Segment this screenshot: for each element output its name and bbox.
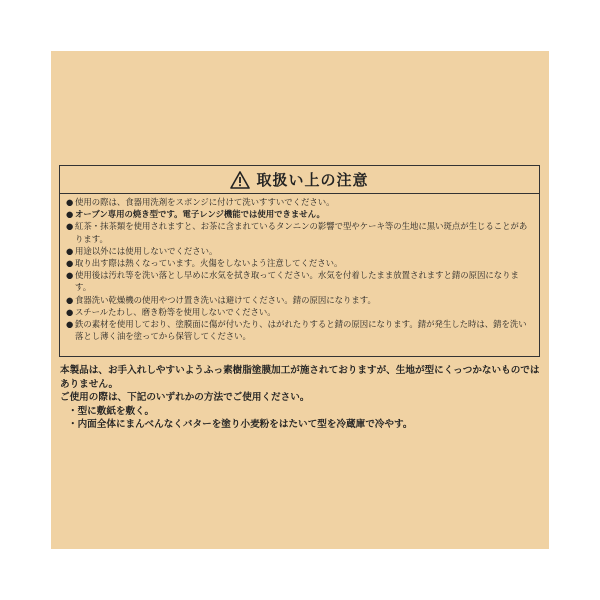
- caution-item: [66, 318, 533, 342]
- caution-title: 取扱い上の注意: [256, 171, 369, 189]
- caution-item-text: 使用後は汚れ等を洗い落とし早めに水気を拭き取ってください。水気を付着したまま放置されますと錆の原因になります。: [75, 270, 519, 293]
- bullet-icon: ●: [66, 319, 74, 330]
- caution-item: [66, 269, 533, 293]
- bullet-icon: ●: [66, 209, 74, 220]
- bullet-icon: ●: [66, 221, 74, 232]
- caution-header: [60, 166, 539, 194]
- bullet-icon: ●: [66, 306, 74, 317]
- caution-item: [66, 245, 533, 257]
- bullet-icon: ●: [66, 294, 74, 305]
- usage-notes: [60, 364, 540, 432]
- caution-item: [66, 257, 533, 269]
- notes-intro: 本製品は、お手入れしやすいようふっ素樹脂塗膜加工が施されておりますが、生地が型にくっつかないものではありません。: [60, 365, 540, 390]
- caution-item: [66, 208, 533, 220]
- caution-box: [59, 165, 540, 357]
- caution-item: [66, 306, 533, 318]
- caution-item-text: 取り出す際は熱くなっています。火傷をしないよう注意してください。: [75, 258, 343, 269]
- caution-list: [66, 196, 533, 342]
- caution-item-text: 鉄の素材を使用しており、塗膜面に傷が付いたり、はがれたりすると錆の原因になります。錆が発生した時は、錆を洗い落とし薄く油を塗ってから保管してください。: [75, 319, 527, 342]
- bullet-icon: ●: [66, 270, 74, 281]
- notes-method-item: ・内面全体にまんべんなくバターを塗り小麦粉をはたいて型を冷蔵庫で冷やす。: [68, 419, 413, 431]
- caution-item: [66, 196, 533, 208]
- caution-item-text: オーブン専用の焼き型です。電子レンジ機能では使用できません。: [75, 209, 325, 220]
- caution-item-text: スチールたわし、磨き粉等を使用しないでください。: [75, 306, 276, 317]
- caution-item: [66, 220, 533, 244]
- notes-method-item: ・型に敷紙を敷く。: [68, 405, 155, 417]
- bullet-icon: ●: [66, 197, 74, 207]
- bullet-icon: ●: [66, 245, 74, 256]
- caution-item: [66, 294, 533, 306]
- bullet-icon: ●: [66, 258, 74, 269]
- warning-triangle-icon: [230, 171, 250, 189]
- caution-item-text: 食器洗い乾燥機の使用やつけ置き洗いは避けてください。錆の原因になります。: [75, 294, 376, 305]
- caution-item-text: 用途以外には使用しないでください。: [75, 245, 218, 256]
- notes-method-heading: ご使用の際は、下記のいずれかの方法でご使用ください。: [60, 392, 310, 404]
- caution-item-text: 紅茶・抹茶類を使用されますと、お茶に含まれているタンニンの影響で型やケーキ等の生地に黒い斑点が生じることがあります。: [75, 221, 528, 244]
- caution-item-text: 使用の際は、食器用洗剤をスポンジに付けて洗いすすいでください。: [75, 197, 335, 207]
